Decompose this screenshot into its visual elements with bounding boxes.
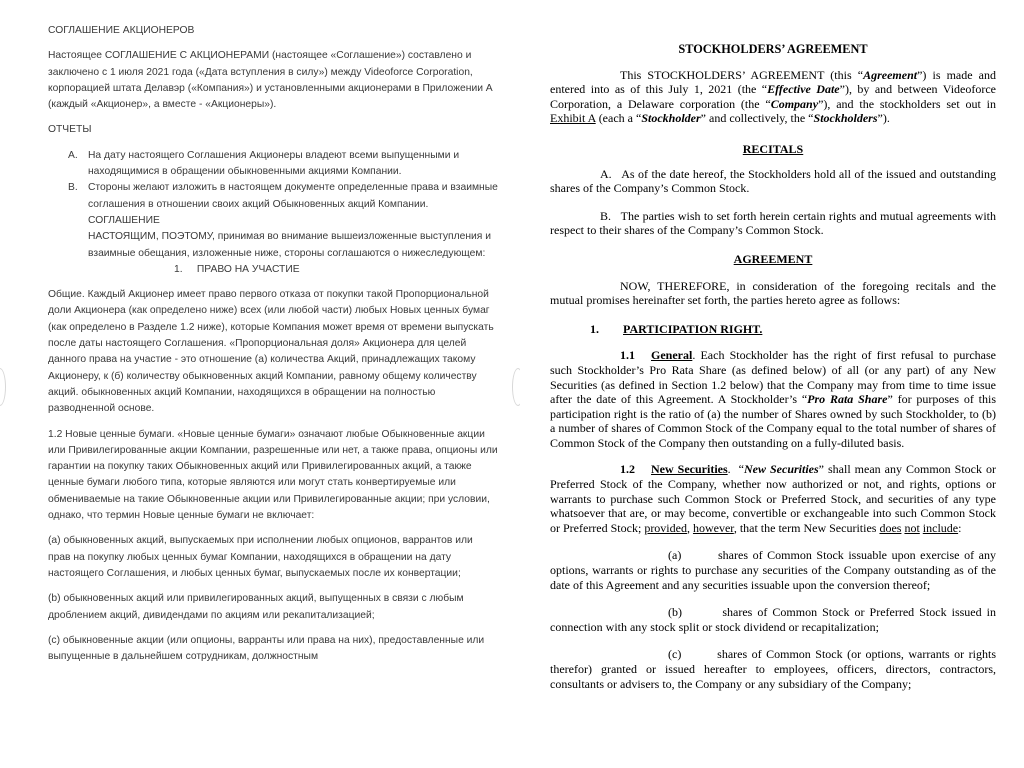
- en-recital-a: A. As of the date hereof, the Stockholders hold all of the issued and outstanding shares of the Company’s Common Stock.: [550, 166, 999, 196]
- ru-intro: Настоящее СОГЛАШЕНИЕ С АКЦИОНЕРАМИ (настоящее «Соглашение») составлено и заключено с 1 июля 2021 года («Дата вступления в силу») между Videoforce Corporation, корпорацией штата Делавэр («Компания») и установленными акционерами в Приложении А (каждый «Акционер», а вместе - «Акционеры»).: [48, 50, 493, 111]
- exhibit-a-link: Exhibit A: [550, 111, 596, 126]
- en-now-therefore: NOW, THEREFORE, in consideration of the foregoing recitals and the mutual promises hereinafter set forth, the parties hereto agree as follows:: [550, 278, 996, 308]
- section-1-2-title: New Securities: [651, 462, 728, 477]
- en-title: STOCKHOLDERS’ AGREEMENT: [678, 42, 868, 56]
- term-effective-date: Effective Date: [767, 82, 840, 97]
- russian-document-body: [48, 23, 498, 674]
- en-item-c: (c) shares of Common Stock (or options, warrants or rights therefor) granted or issued hereafter to employees, officers, directors, contractors, consultants or advisers to, the Company or any subsidiary of the Company;: [550, 647, 999, 691]
- ru-recital-a-text: На дату настоящего Соглашения Акционеры владеют всеми выпущенными и находящимися в обращении обыкновенными акциями Компании.: [88, 149, 460, 178]
- ru-recitals-heading: ОТЧЕТЫ: [48, 124, 92, 136]
- ru-recital-b-text: Стороны желают изложить в настоящем документе определенные права и взаимные соглашения в отношении своих акций Обыкновенных акций Компании.: [88, 182, 498, 210]
- ru-section-1-1: Общие. Каждый Акционер имеет право первого отказа от покупки такой Пропорциональной доли Акционера (как определено ниже) всех (или любой части) любых Новых ценных бумаг (как определено в Разделе 1.2 ниже), которые Компания может время от времени выпускать после даты настоящего Соглашения. «Пропорциональная доля» Акционера для целей данного права на участие - это отношение (а) количества Акций, принадлежащих такому Акционеру, к (б) количеству обыкновенных акций Компании, равному общему количеству акций. обыкновенных акций Компании, находящихся в обращении на полностью разводненной основе.: [48, 289, 494, 415]
- en-recitals-heading: RECITALS: [742, 141, 804, 156]
- ru-item-c: (c) обыкновенные акции (или опционы, варранты или права на них), предоставленные или выпущенные в дальнейшем сотрудникам, должностным: [48, 634, 485, 663]
- en-intro: This STOCKHOLDERS’ AGREEMENT (this “Agreement”) is made and entered into as of this July 1, 2021 (the “Effective Date”), by and between Videoforce Corporation, a Delaware corporation (the “Company”), and the stockholders set out in Exhibit A (each a “Stockholder” and collectively, the “Stockholders”).: [550, 67, 997, 126]
- ru-section-1-2: 1.2 Новые ценные бумаги. «Новые ценные бумаги» означают любые Обыкновенные акции или Привилегированные акции Компании, разрешенные или нет, а также права, опционы или гарантии на покупку таких Обыкновенных акций или Привилегированных акций, а также ценные бумаги любого типа, которые являются или могут стать конвертируемые или обмениваемые на такие Обыкновенные акции или Привилегированные акции; при условии, однако, что термин Новые ценные бумаги не включает:: [48, 428, 498, 522]
- en-section-1-heading: 1. PARTICIPATION RIGHT.: [590, 321, 763, 336]
- en-item-a: (a) shares of Common Stock issuable upon exercise of any options, warrants or rights to purchase any securities of the Company outstanding as of the date of this Agreement and any securities issuable upon the conversion thereof;: [550, 548, 999, 592]
- ru-item-b: (b) обыкновенных акций или привилегированных акций, выпущенных в связи с любым дроблением акций, дивидендами по акциям или рекапитализацией;: [48, 593, 464, 621]
- term-agreement: Agreement: [863, 67, 918, 82]
- ru-item-a: (a) обыкновенных акций, выпускаемых при исполнении любых опционов, варрантов или прав на покупку любых ценных бумаг Компании, находящихся в обращении на дату настоящего Соглашения, и любых ценных бумаг, выпускаемых после их конвертации;: [48, 535, 473, 579]
- ru-recital-b: [68, 180, 498, 213]
- term-company: Company: [770, 96, 819, 111]
- ru-recital-b-marker: B.: [68, 182, 78, 194]
- en-section-1-1: 1.1 General. Each Stockholder has the right of first refusal to purchase such Stockholder’s Pro Rata Share (as defined below) of all (or any part) of any New Securities (as defined in Section 1.2 below) that the Company may from time to time issue after the date of this Agreement. A Stockholder’s “Pro Rata Share” for purposes of this participation right is the ratio of (a) the number of Shares owned by such Stockholder, to (b) a number of shares of Common Stock of the Company equal to the total number of shares of Common Stock of the Company then outstanding on a fully-diluted basis.: [550, 348, 996, 450]
- ru-title: СОГЛАШЕНИЕ АКЦИОНЕРОВ: [48, 25, 195, 36]
- en-recital-b: B. The parties wish to set forth herein certain rights and mutual agreements with respect to their shares of the Company’s Common Stock.: [550, 208, 999, 238]
- center-edge-marker: [512, 368, 520, 406]
- ru-now-therefore: НАСТОЯЩИМ, ПОЭТОМУ, принимая во внимание вышеизложенные выступления и взаимные обещания, изложенные ниже, стороны соглашаются о нижеследующем:: [88, 231, 491, 259]
- ru-recital-a-marker: A.: [68, 149, 78, 161]
- left-edge-marker: [0, 368, 6, 406]
- en-agreement-heading: AGREEMENT: [733, 251, 813, 266]
- ru-agreement-heading: СОГЛАШЕНИЕ: [88, 214, 160, 226]
- english-document-body: [550, 42, 999, 691]
- term-stockholder: Stockholder: [641, 111, 701, 126]
- term-stockholders: Stockholders: [813, 111, 878, 126]
- english-original-page: [520, 0, 1024, 768]
- term-pro-rata-share: Pro Rata Share: [807, 392, 888, 407]
- ru-recital-a: [68, 148, 498, 181]
- ru-section-1-heading: 1. ПРАВО НА УЧАСТИЕ: [174, 263, 300, 275]
- section-1-1-title: General: [651, 348, 693, 363]
- en-item-b: (b) shares of Common Stock or Preferred Stock issued in connection with any stock split or stock dividend or recapitalization;: [550, 605, 999, 634]
- term-new-securities: New Securities: [744, 462, 819, 477]
- en-section-1-2: 1.2 New Securities. “New Securities” shall mean any Common Stock or Preferred Stock of the Company, whether now authorized or not, and rights, options or warrants to purchase such Common Stock or Preferred Stock, and securities of any type whatsoever that are, or may become, convertible or exchangeable into such Common Stock or Preferred Stock; provided, however, that the term New Securities does not include:: [550, 462, 999, 535]
